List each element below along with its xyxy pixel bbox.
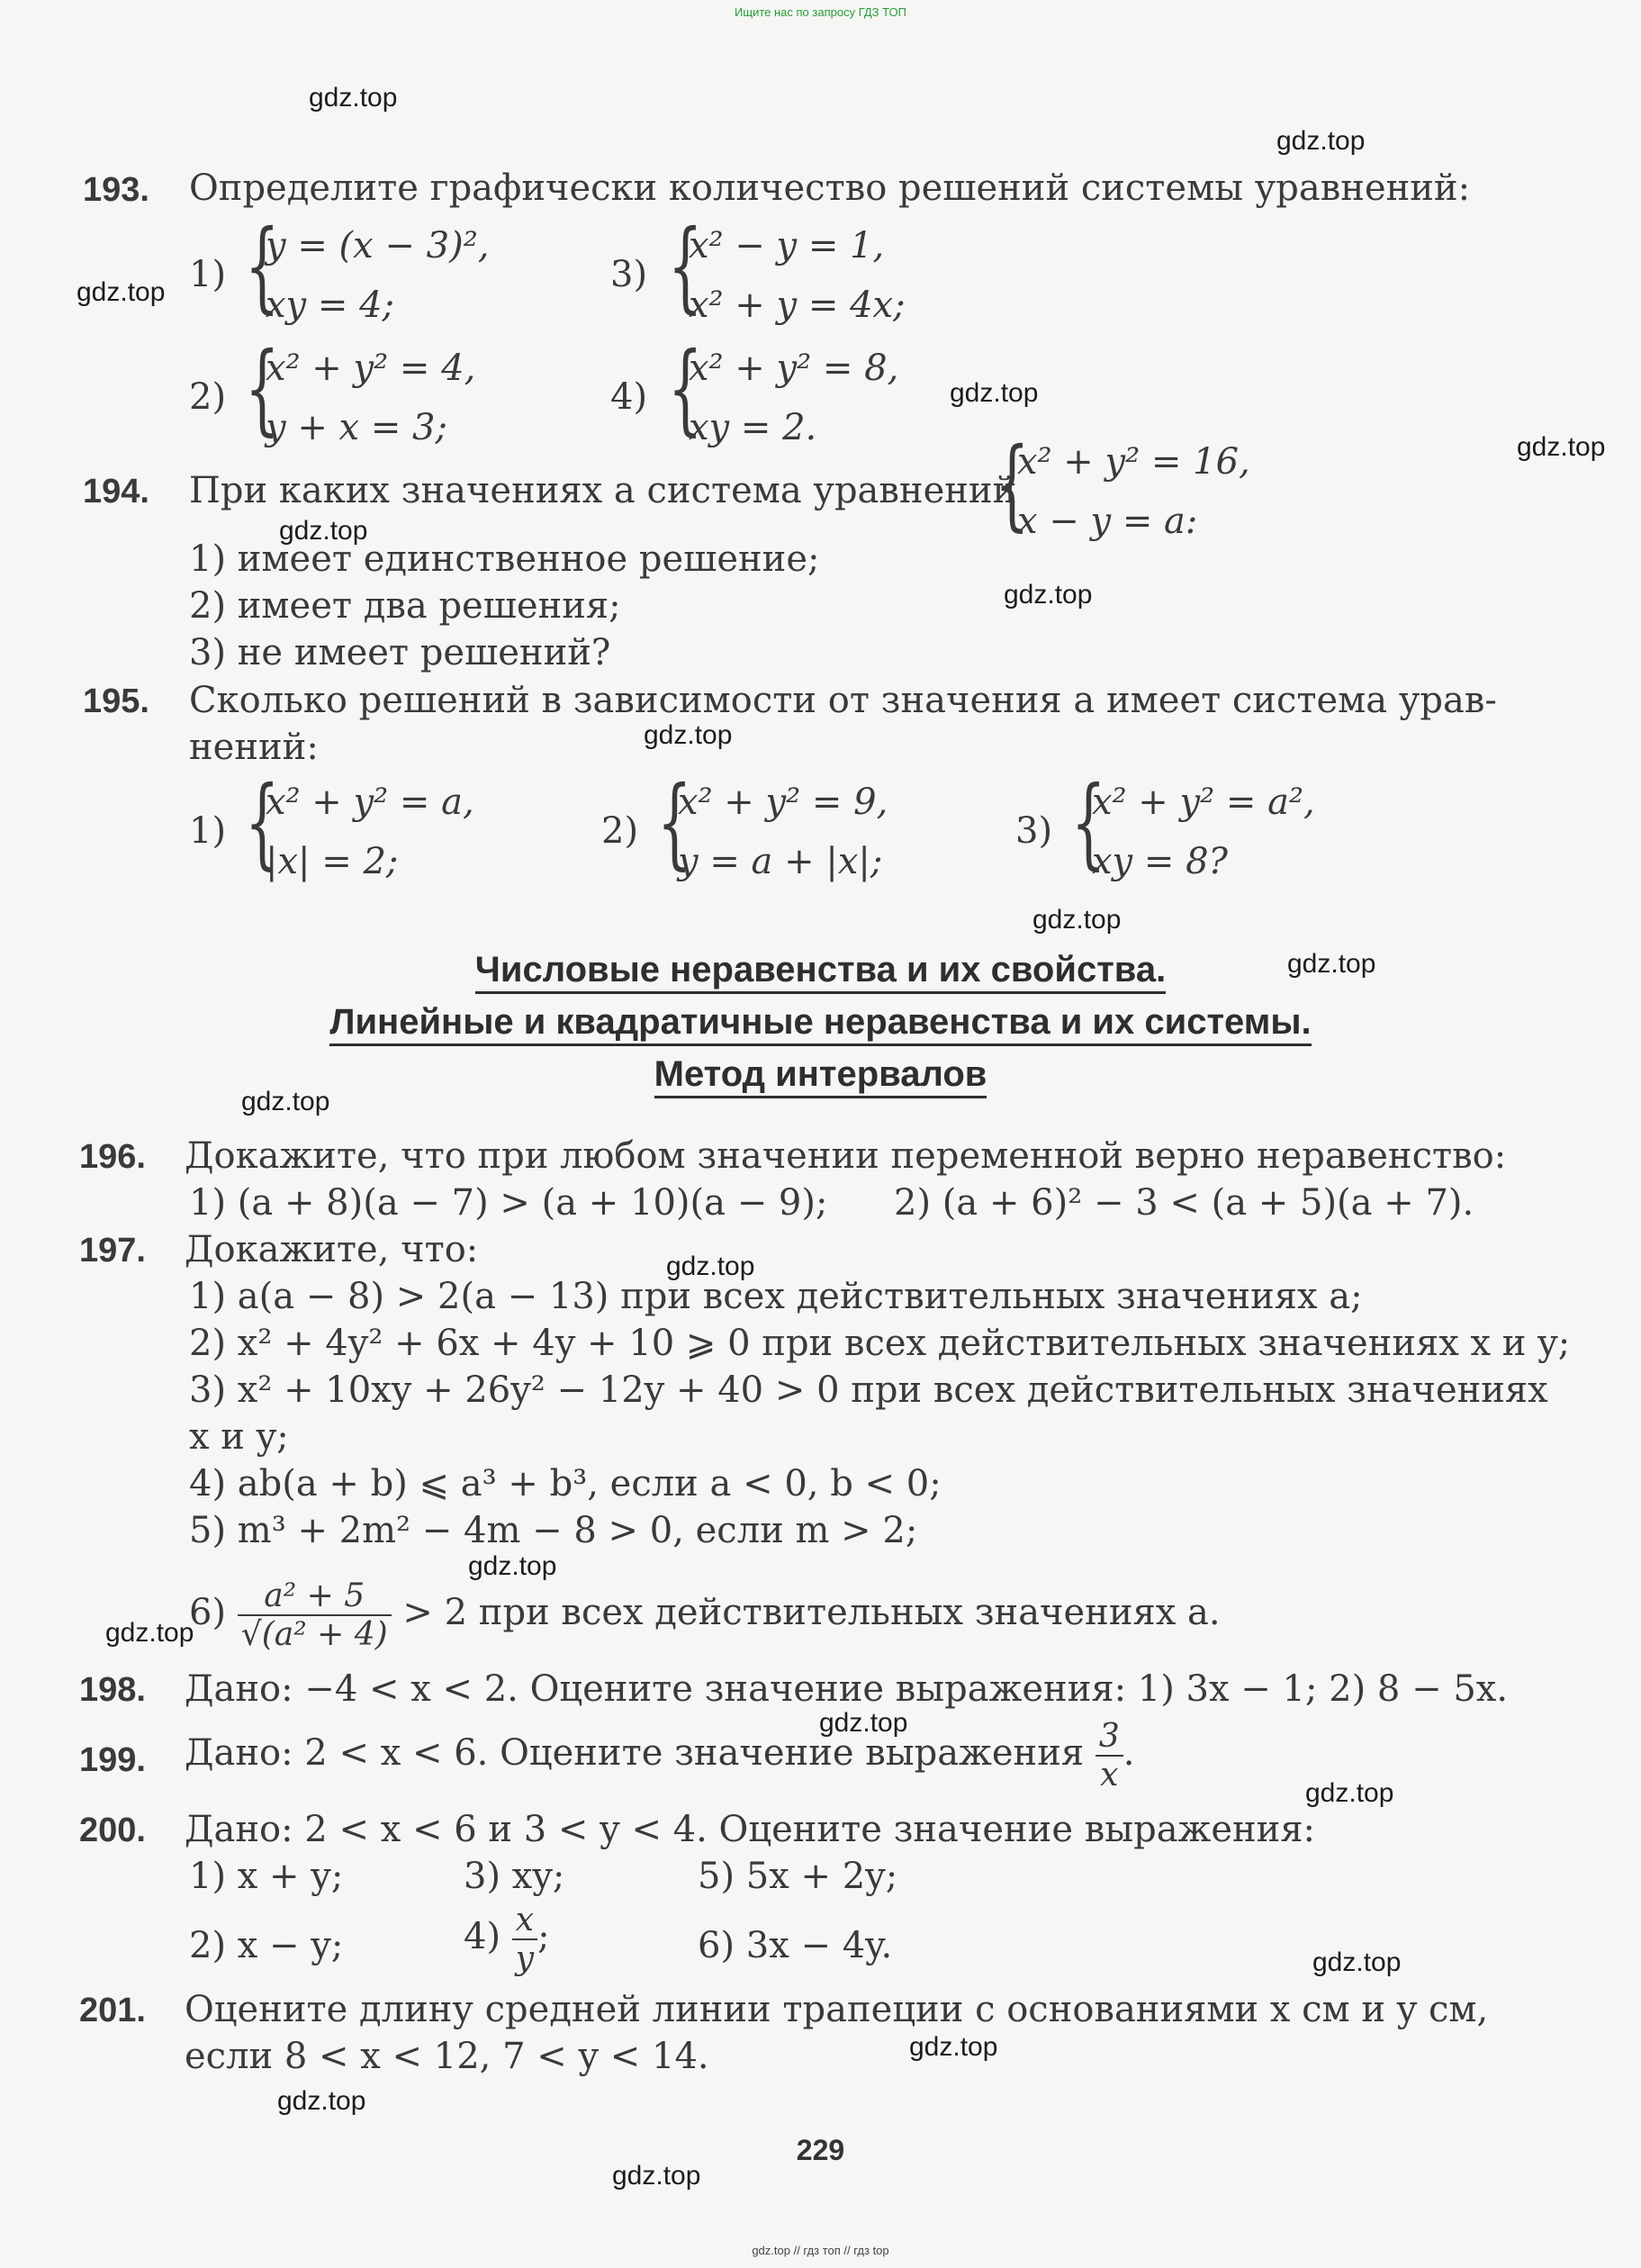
system-brace-icon: { bbox=[245, 764, 280, 880]
problem-198-text: Дано: −4 < x < 2. Оцените значение выражения: 1) 3x − 1; 2) 8 − 5x. bbox=[185, 1668, 1509, 1710]
problem-193-eq: y + x = 3; bbox=[266, 407, 447, 448]
section-heading-line bbox=[0, 950, 1641, 990]
system-brace-icon: { bbox=[995, 426, 1030, 541]
watermark: gdz.top bbox=[241, 1087, 330, 1116]
system-brace-icon: { bbox=[245, 330, 280, 446]
section-heading-text: Линейные и квадратичные неравенства и их системы. bbox=[329, 1002, 1311, 1046]
watermark: gdz.top bbox=[309, 83, 398, 113]
watermark: gdz.top bbox=[77, 277, 166, 307]
problem-194-eq: x − y = a: bbox=[1017, 501, 1198, 542]
problem-201-number: 201. bbox=[79, 1992, 146, 2029]
problem-197-item: 1) a(a − 8) > 2(a − 13) при всех действительных значениях a; bbox=[189, 1276, 1363, 1317]
problem-195-eq: y = a + |x|; bbox=[678, 841, 883, 882]
problem-197-text: Докажите, что: bbox=[185, 1229, 479, 1270]
problem-193-eq: y = (x − 3)², bbox=[266, 225, 490, 267]
problem-196-number: 196. bbox=[79, 1138, 146, 1176]
problem-194-eq: x² + y² = 16, bbox=[1017, 441, 1250, 483]
problem-194-number: 194. bbox=[83, 473, 149, 511]
system-brace-icon: { bbox=[668, 208, 703, 323]
fraction-denominator: y bbox=[515, 1940, 535, 1977]
system-brace-icon: { bbox=[657, 764, 692, 880]
problem-193-text: Определите графически количество решений системы уравнений: bbox=[189, 167, 1471, 209]
problem-200-number: 200. bbox=[79, 1812, 146, 1849]
problem-197-item-label: 6) bbox=[189, 1592, 227, 1633]
problem-195-item-label: 1) bbox=[189, 810, 227, 852]
section-heading-line bbox=[0, 1002, 1641, 1043]
problem-193-item-label: 4) bbox=[610, 376, 648, 418]
watermark: gdz.top bbox=[666, 1251, 755, 1281]
problem-200-item: 2) x − y; bbox=[189, 1925, 344, 1966]
problem-193-eq: xy = 2. bbox=[689, 407, 817, 448]
problem-200-text: Дано: 2 < x < 6 и 3 < y < 4. Оцените значение выражения: bbox=[185, 1809, 1316, 1850]
problem-193-item-label: 1) bbox=[189, 254, 227, 295]
fraction-denominator: x bbox=[1100, 1757, 1119, 1794]
watermark: gdz.top bbox=[909, 2032, 998, 2062]
problem-193-eq: x² + y = 4x; bbox=[689, 285, 906, 326]
problem-193-eq: x² − y = 1, bbox=[689, 225, 885, 267]
problem-194-text: При каких значениях a система уравнений bbox=[189, 470, 1017, 511]
problem-199-end: . bbox=[1123, 1732, 1135, 1774]
problem-196-item: 2) (a + 6)² − 3 < (a + 5)(a + 7). bbox=[894, 1182, 1474, 1224]
watermark: gdz.top bbox=[819, 1708, 908, 1738]
section-heading-line bbox=[0, 1054, 1641, 1095]
problem-195-eq: xy = 8? bbox=[1092, 841, 1228, 882]
watermark: gdz.top bbox=[1305, 1778, 1394, 1808]
problem-200-item: 1) x + y; bbox=[189, 1856, 344, 1897]
problem-195-eq: x² + y² = a², bbox=[1092, 782, 1315, 823]
section-heading-text: Метод интервалов bbox=[654, 1054, 987, 1098]
problem-196-text: Докажите, что при любом значении переменной верно неравенство: bbox=[185, 1135, 1507, 1177]
problem-193-number: 193. bbox=[83, 171, 149, 209]
problem-197-item-text: > 2 при всех действительных значениях a. bbox=[402, 1592, 1221, 1633]
problem-193-item-label: 2) bbox=[189, 376, 227, 418]
problem-200-item-label: 4) bbox=[464, 1916, 501, 1957]
section-heading-text: Числовые неравенства и их свойства. bbox=[475, 950, 1166, 994]
problem-195-eq: x² + y² = a, bbox=[266, 782, 474, 823]
watermark: gdz.top bbox=[1276, 126, 1366, 156]
watermark: gdz.top bbox=[1004, 580, 1093, 610]
fraction-numerator: 3 bbox=[1096, 1718, 1123, 1757]
problem-195-item-label: 3) bbox=[1015, 810, 1053, 852]
watermark: gdz.top bbox=[612, 2161, 701, 2191]
problem-195-eq: x² + y² = 9, bbox=[678, 782, 888, 823]
problem-199-line bbox=[185, 1718, 1134, 1794]
footer-links[interactable]: gdz.top // гдз топ // гдз top bbox=[752, 2244, 889, 2257]
watermark: gdz.top bbox=[279, 516, 368, 546]
watermark: gdz.top bbox=[277, 2086, 366, 2116]
problem-195-text: нений: bbox=[189, 727, 319, 768]
fraction-numerator: a² + 5 bbox=[238, 1577, 392, 1616]
problem-193-eq: xy = 4; bbox=[266, 285, 395, 326]
watermark: gdz.top bbox=[105, 1618, 194, 1648]
problem-194-item: 2) имеет два решения; bbox=[189, 585, 621, 627]
problem-195-eq: |x| = 2; bbox=[266, 841, 399, 882]
problem-200-item-end: ; bbox=[537, 1916, 550, 1957]
problem-200-item: 3) xy; bbox=[464, 1856, 565, 1897]
problem-199-text: Дано: 2 < x < 6. Оцените значение выражения bbox=[185, 1732, 1085, 1774]
problem-200-item: 5) 5x + 2y; bbox=[698, 1856, 898, 1897]
watermark: gdz.top bbox=[1032, 905, 1122, 935]
problem-195-number: 195. bbox=[83, 682, 149, 720]
fraction-numerator: x bbox=[512, 1902, 537, 1940]
system-brace-icon: { bbox=[668, 330, 703, 446]
problem-200-item: 6) 3x − 4y. bbox=[698, 1925, 893, 1966]
system-brace-icon: { bbox=[1071, 764, 1106, 880]
problem-201-text: Оцените длину средней линии трапеции с основаниями x см и y см, bbox=[185, 1989, 1489, 2030]
problem-199-number: 199. bbox=[79, 1741, 146, 1779]
problem-194-item: 1) имеет единственное решение; bbox=[189, 538, 820, 580]
fraction-denominator: √(a² + 4) bbox=[240, 1616, 388, 1653]
problem-194-item: 3) не имеет решений? bbox=[189, 632, 611, 673]
page-number: 229 bbox=[796, 2134, 845, 2166]
problem-198-number: 198. bbox=[79, 1671, 146, 1709]
fraction bbox=[512, 1902, 537, 1977]
watermark: gdz.top bbox=[468, 1551, 557, 1581]
fraction bbox=[1096, 1718, 1123, 1794]
problem-197-number: 197. bbox=[79, 1232, 146, 1270]
problem-195-text: Сколько решений в зависимости от значения a имеет система урав- bbox=[189, 680, 1497, 721]
watermark: gdz.top bbox=[950, 378, 1039, 408]
problem-197-item: 5) m³ + 2m² − 4m − 8 > 0, если m > 2; bbox=[189, 1510, 918, 1551]
watermark: gdz.top bbox=[1287, 949, 1376, 979]
problem-197-item-6 bbox=[189, 1577, 1221, 1653]
problem-197-item: x и y; bbox=[189, 1416, 289, 1458]
watermark: gdz.top bbox=[1312, 1947, 1402, 1977]
problem-197-item: 2) x² + 4y² + 6x + 4y + 10 ⩾ 0 при всех действительных значениях x и y; bbox=[189, 1323, 1571, 1364]
problem-193-item-label: 3) bbox=[610, 254, 648, 295]
problem-193-eq: x² + y² = 8, bbox=[689, 348, 899, 389]
problem-200-item-4 bbox=[464, 1902, 550, 1977]
fraction bbox=[238, 1577, 392, 1653]
problem-195-item-label: 2) bbox=[601, 810, 639, 852]
problem-201-text: если 8 < x < 12, 7 < y < 14. bbox=[185, 2036, 709, 2077]
problem-197-item: 3) x² + 10xy + 26y² − 12y + 40 > 0 при всех действительных значениях bbox=[189, 1369, 1548, 1411]
watermark: gdz.top bbox=[644, 720, 733, 750]
system-brace-icon: { bbox=[245, 208, 280, 323]
watermark: gdz.top bbox=[1517, 432, 1606, 462]
problem-197-item: 4) ab(a + b) ⩽ a³ + b³, если a < 0, b < 0; bbox=[189, 1463, 942, 1504]
top-banner: Ищите нас по запросу ГДЗ ТОП bbox=[735, 5, 906, 19]
problem-196-item: 1) (a + 8)(a − 7) > (a + 10)(a − 9); bbox=[189, 1182, 828, 1224]
problem-193-eq: x² + y² = 4, bbox=[266, 348, 476, 389]
